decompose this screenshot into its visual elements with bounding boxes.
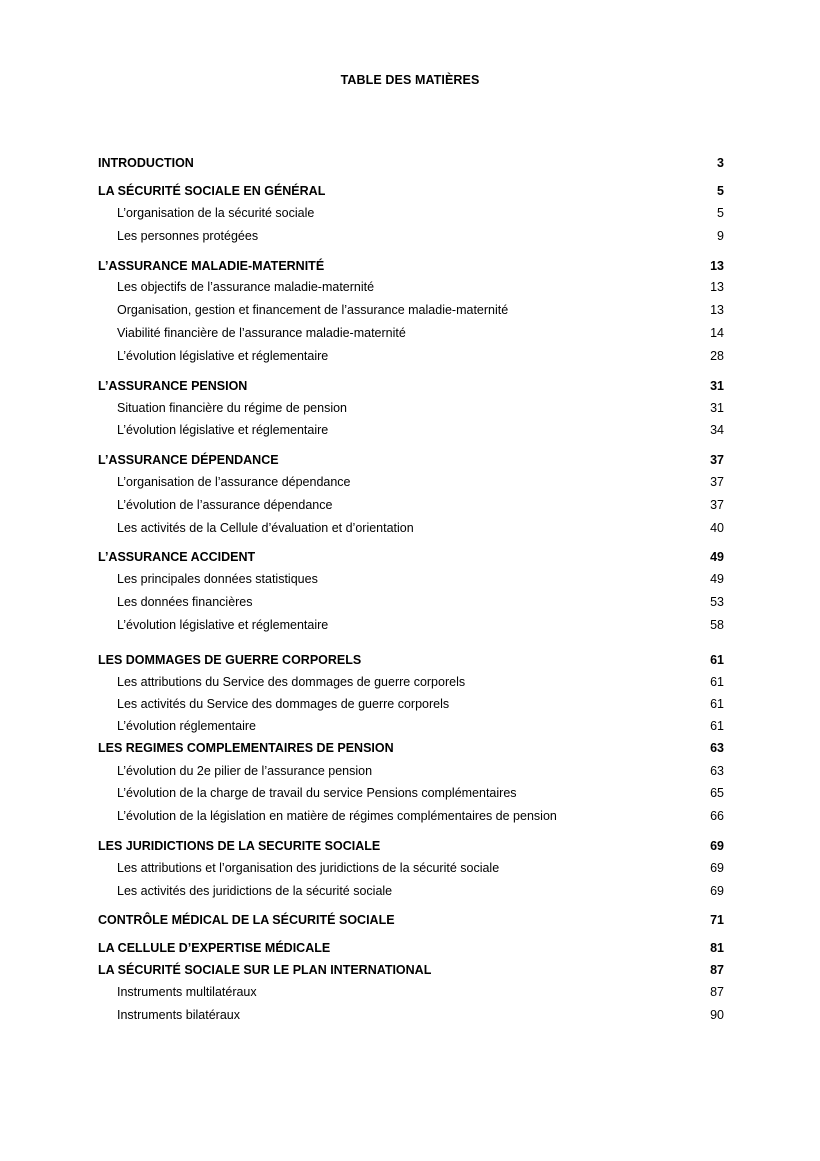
toc-entry-text: Les attributions et l’organisation des juridictions de la sécurité sociale (117, 861, 500, 875)
toc-entry-text: L’ASSURANCE DÉPENDANCE (98, 453, 279, 467)
toc-chapter (98, 154, 724, 172)
toc-chapter (98, 911, 724, 929)
toc-entry-text: Instruments bilatéraux (117, 1008, 240, 1022)
toc-page-number: 13 (710, 280, 724, 294)
toc-entry-text: L’évolution de la législation en matière de régimes complémentaires de pension (117, 809, 557, 823)
toc-section (117, 616, 724, 634)
toc-chapter (98, 548, 724, 566)
toc-chapter (98, 257, 724, 275)
toc-chapter (98, 739, 724, 757)
toc-page-number: 28 (710, 349, 724, 363)
toc-entry-text: LES REGIMES COMPLEMENTAIRES DE PENSION (98, 741, 394, 755)
toc-section (117, 421, 724, 439)
toc-section (117, 473, 724, 491)
toc-entry-text: INTRODUCTION (98, 156, 194, 170)
toc-entry-text: L’évolution législative et réglementaire (117, 349, 329, 363)
toc-section (117, 496, 724, 514)
toc-chapter (98, 182, 724, 200)
toc-section (117, 519, 724, 537)
toc-page-number: 13 (710, 259, 724, 273)
toc-entry-text: Organisation, gestion et financement de l’assurance maladie-maternité (117, 303, 509, 317)
toc-entry-text: LA SÉCURITÉ SOCIALE SUR LE PLAN INTERNATIONAL (98, 963, 432, 977)
toc-entry-text: Instruments multilatéraux (117, 985, 257, 999)
toc-chapter (98, 939, 724, 957)
toc-page-number: 40 (710, 521, 724, 535)
toc-section (117, 399, 724, 417)
toc-entry-text: Les principales données statistiques (117, 572, 318, 586)
toc-page-number: 71 (710, 913, 724, 927)
toc-section (117, 227, 724, 245)
toc-page-number: 87 (710, 963, 724, 977)
toc-section (117, 204, 724, 222)
toc-section (117, 347, 724, 365)
toc-page-number: 69 (710, 839, 724, 853)
toc-chapter (98, 837, 724, 855)
toc-page-number: 9 (717, 229, 724, 243)
toc-section (117, 301, 724, 319)
toc-section (117, 1006, 724, 1024)
toc-entry-text: L’évolution du 2e pilier de l’assurance pension (117, 764, 373, 778)
toc-section (117, 882, 724, 900)
toc-entry-text: L’évolution de la charge de travail du service Pensions complémentaires (117, 786, 517, 800)
toc-entry-text: L’ASSURANCE MALADIE-MATERNITÉ (98, 259, 325, 273)
toc-page-number: 65 (710, 786, 724, 800)
toc-chapter (98, 961, 724, 979)
toc-page-number: 61 (710, 697, 724, 711)
toc-section (117, 593, 724, 611)
toc-section (117, 695, 724, 713)
toc-page-number: 3 (717, 156, 724, 170)
toc-section (117, 762, 724, 780)
toc-entry-text: Les personnes protégées (117, 229, 259, 243)
toc-entry-text: LES DOMMAGES DE GUERRE CORPORELS (98, 653, 362, 667)
toc-page-number: 69 (710, 861, 724, 875)
toc-chapter (98, 651, 724, 669)
toc-entry-text: L’évolution réglementaire (117, 719, 256, 733)
toc-page-number: 31 (710, 379, 724, 393)
toc-page-number: 61 (710, 675, 724, 689)
toc-page-number: 63 (710, 764, 724, 778)
toc-page-number: 61 (710, 653, 724, 667)
toc-section (117, 278, 724, 296)
toc-page-number: 49 (710, 572, 724, 586)
toc-page-number: 37 (710, 498, 724, 512)
toc-section (117, 859, 724, 877)
toc-page-number: 37 (710, 453, 724, 467)
toc-chapter (98, 451, 724, 469)
toc-section (117, 324, 724, 342)
toc-page-number: 61 (710, 719, 724, 733)
toc-page-number: 87 (710, 985, 724, 999)
toc-page-number: 37 (710, 475, 724, 489)
toc-page-number: 13 (710, 303, 724, 317)
toc-section (117, 784, 724, 802)
toc-entry-text: L’évolution législative et réglementaire (117, 423, 329, 437)
page-title: TABLE DES MATIÈRES (340, 73, 480, 87)
toc-page-number: 31 (710, 401, 724, 415)
toc-section (117, 717, 724, 735)
toc-page-number: 34 (710, 423, 724, 437)
toc-section (117, 570, 724, 588)
toc-chapter (98, 377, 724, 395)
toc-entry-text: Situation financière du régime de pension (117, 401, 348, 415)
toc-section (117, 807, 724, 825)
toc-entry-text: L’organisation de la sécurité sociale (117, 206, 315, 220)
toc-page-number: 90 (710, 1008, 724, 1022)
toc-page-number: 49 (710, 550, 724, 564)
toc-page-number: 63 (710, 741, 724, 755)
toc-entry-text: Les activités du Service des dommages de guerre corporels (117, 697, 450, 711)
toc-entry-text: L’ASSURANCE PENSION (98, 379, 248, 393)
toc-page-number: 58 (710, 618, 724, 632)
toc-entry-text: Les activités des juridictions de la sécurité sociale (117, 884, 393, 898)
toc-entry-text: CONTRÔLE MÉDICAL DE LA SÉCURITÉ SOCIALE (98, 913, 395, 927)
toc-page-number: 14 (710, 326, 724, 340)
toc-entry-text: LA SÉCURITÉ SOCIALE EN GÉNÉRAL (98, 184, 326, 198)
toc-page-number: 53 (710, 595, 724, 609)
toc-entry-text: Les objectifs de l’assurance maladie-maternité (117, 280, 375, 294)
toc-entry-text: L’évolution législative et réglementaire (117, 618, 329, 632)
toc-page-number: 81 (710, 941, 724, 955)
toc-page-number: 5 (717, 184, 724, 198)
toc-section (117, 983, 724, 1001)
toc-entry-text: Les activités de la Cellule d’évaluation et d’orientation (117, 521, 414, 535)
toc-entry-text: L’organisation de l’assurance dépendance (117, 475, 351, 489)
toc-entry-text: L’évolution de l’assurance dépendance (117, 498, 333, 512)
toc-page-number: 69 (710, 884, 724, 898)
toc-entry-text: Viabilité financière de l’assurance maladie-maternité (117, 326, 406, 340)
toc-page-number: 66 (710, 809, 724, 823)
toc-entry-text: LES JURIDICTIONS DE LA SECURITE SOCIALE (98, 839, 381, 853)
toc-entry-text: Les attributions du Service des dommages de guerre corporels (117, 675, 466, 689)
toc-section (117, 673, 724, 691)
toc-entry-text: Les données financières (117, 595, 253, 609)
toc-entry-text: L’ASSURANCE ACCIDENT (98, 550, 256, 564)
toc-entry-text: LA CELLULE D’EXPERTISE MÉDICALE (98, 941, 331, 955)
toc-page-number: 5 (717, 206, 724, 220)
